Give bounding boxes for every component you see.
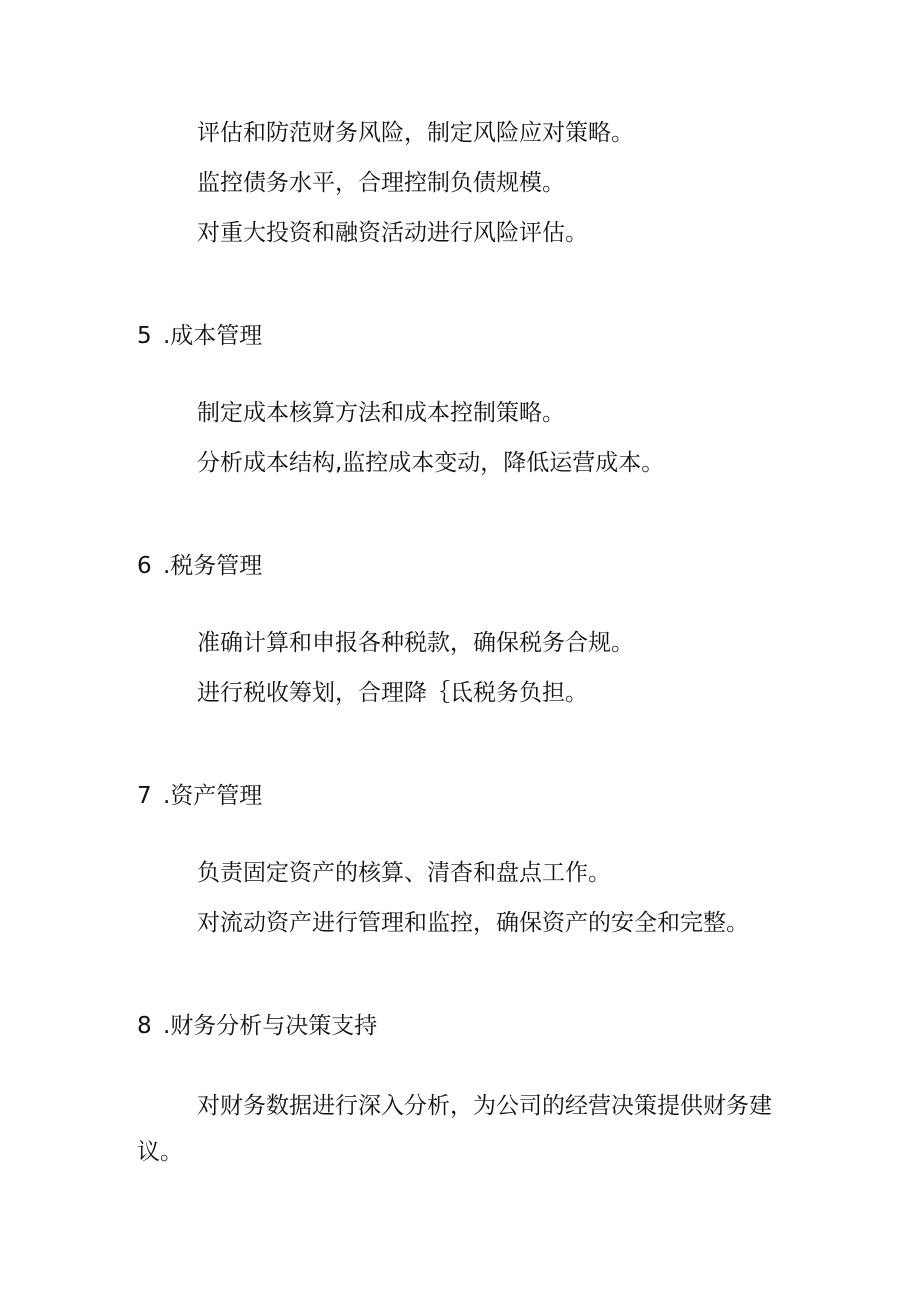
section7-item-1: 负责固定资产的核算、清杳和盘点工作。 (197, 860, 611, 886)
section6-number: 6 (137, 553, 152, 579)
section5-item-2: 分析成本结构,监控成本变动，降低运营成本。 (197, 450, 665, 476)
section7-item-2: 对流动资产进行管理和监控，确保资产的安全和完整。 (197, 910, 749, 936)
section4-item-3: 对重大投资和融资活动进行风险评估。 (197, 220, 588, 246)
section7-number: 7 (137, 783, 152, 809)
section5-heading (137, 320, 262, 352)
section5-title: .成本管理 (163, 323, 263, 349)
section6-item-2: 进行税收筹划，合理降｛氐税务负担。 (197, 680, 588, 706)
section6-heading (137, 550, 262, 582)
section4-item-2: 监控债务水平，合理控制负债规模。 (197, 170, 565, 196)
section8-title: .财务分析与决策支持 (163, 1013, 378, 1039)
section4-item-1: 评估和防范财务风险，制定风险应对策略。 (197, 120, 634, 146)
section5-item-1: 制定成本核算方法和成本控制策略。 (197, 400, 565, 426)
section7-title: .资产管理 (163, 783, 263, 809)
section7-heading (137, 780, 262, 812)
section6-title: .税务管理 (163, 553, 263, 579)
section6-item-1: 准确计算和申报各种税款，确保税务合规。 (197, 630, 634, 656)
section8-paragraph: 对财务数据进行深入分析，为公司的经营决策提供财务建议。 (137, 1093, 772, 1165)
section8-number: 8 (137, 1013, 152, 1039)
section5-number: 5 (137, 323, 152, 349)
section8-heading (137, 1010, 377, 1042)
